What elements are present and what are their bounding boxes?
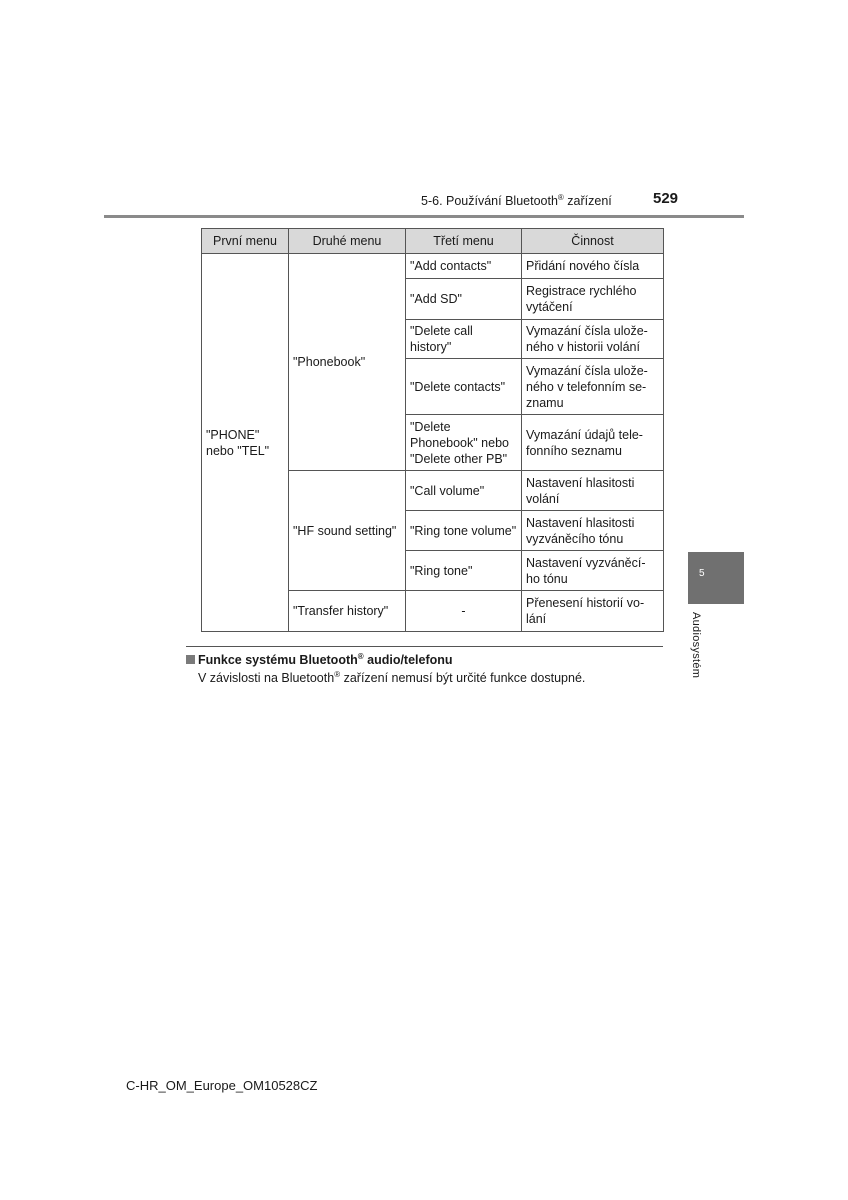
action-cell: Vymazání čísla ulože-ného v historii volání — [522, 320, 664, 359]
column-header: Druhé menu — [289, 229, 406, 254]
column-header: Činnost — [522, 229, 664, 254]
third-menu-cell: "Ring tone" — [406, 551, 522, 591]
table-row — [202, 254, 664, 279]
section-title: 5-6. Používání Bluetooth® zařízení — [421, 193, 612, 209]
action-cell: Nastavení hlasitosti vyzváněcího tónu — [522, 511, 664, 551]
chapter-tab — [688, 552, 744, 604]
second-menu-cell: "HF sound setting" — [289, 471, 406, 591]
action-cell: Vymazání údajů tele-fonního seznamu — [522, 415, 664, 471]
action-cell: Vymazání čísla ulože-ného v telefonním se-znamu — [522, 359, 664, 415]
note-divider — [186, 646, 663, 647]
column-header: První menu — [202, 229, 289, 254]
document-code: C-HR_OM_Europe_OM10528CZ — [126, 1078, 318, 1093]
action-cell: Registrace rychlého vytáčení — [522, 279, 664, 320]
menu-table — [201, 228, 664, 632]
square-bullet-icon — [186, 655, 195, 664]
action-cell: Nastavení vyzváněcí-ho tónu — [522, 551, 664, 591]
chapter-number: 5 — [699, 568, 705, 579]
first-menu-cell: "PHONE" nebo "TEL" — [202, 254, 289, 632]
table-header-row — [202, 229, 664, 254]
third-menu-cell: "Delete call history" — [406, 320, 522, 359]
second-menu-cell: "Phonebook" — [289, 254, 406, 471]
third-menu-cell: "Delete contacts" — [406, 359, 522, 415]
header-divider — [104, 215, 744, 218]
third-menu-cell: "Delete Phonebook" nebo "Delete other PB" — [406, 415, 522, 471]
page-number: 529 — [653, 190, 679, 207]
third-menu-cell: "Add SD" — [406, 279, 522, 320]
chapter-label: Audiosystém — [690, 612, 702, 679]
action-cell: Přenesení historií vo-lání — [522, 591, 664, 632]
note-body: V závislosti na Bluetooth® zařízení nemusí být určité funkce dostupné. — [198, 670, 586, 686]
third-menu-cell: "Add contacts" — [406, 254, 522, 279]
third-menu-cell: "Call volume" — [406, 471, 522, 511]
action-cell: Nastavení hlasitosti volání — [522, 471, 664, 511]
column-header: Třetí menu — [406, 229, 522, 254]
note-title: Funkce systému Bluetooth® audio/telefonu — [186, 652, 453, 667]
action-cell: Přidání nového čísla — [522, 254, 664, 279]
third-menu-cell: - — [406, 591, 522, 632]
third-menu-cell: "Ring tone volume" — [406, 511, 522, 551]
second-menu-cell: "Transfer history" — [289, 591, 406, 632]
